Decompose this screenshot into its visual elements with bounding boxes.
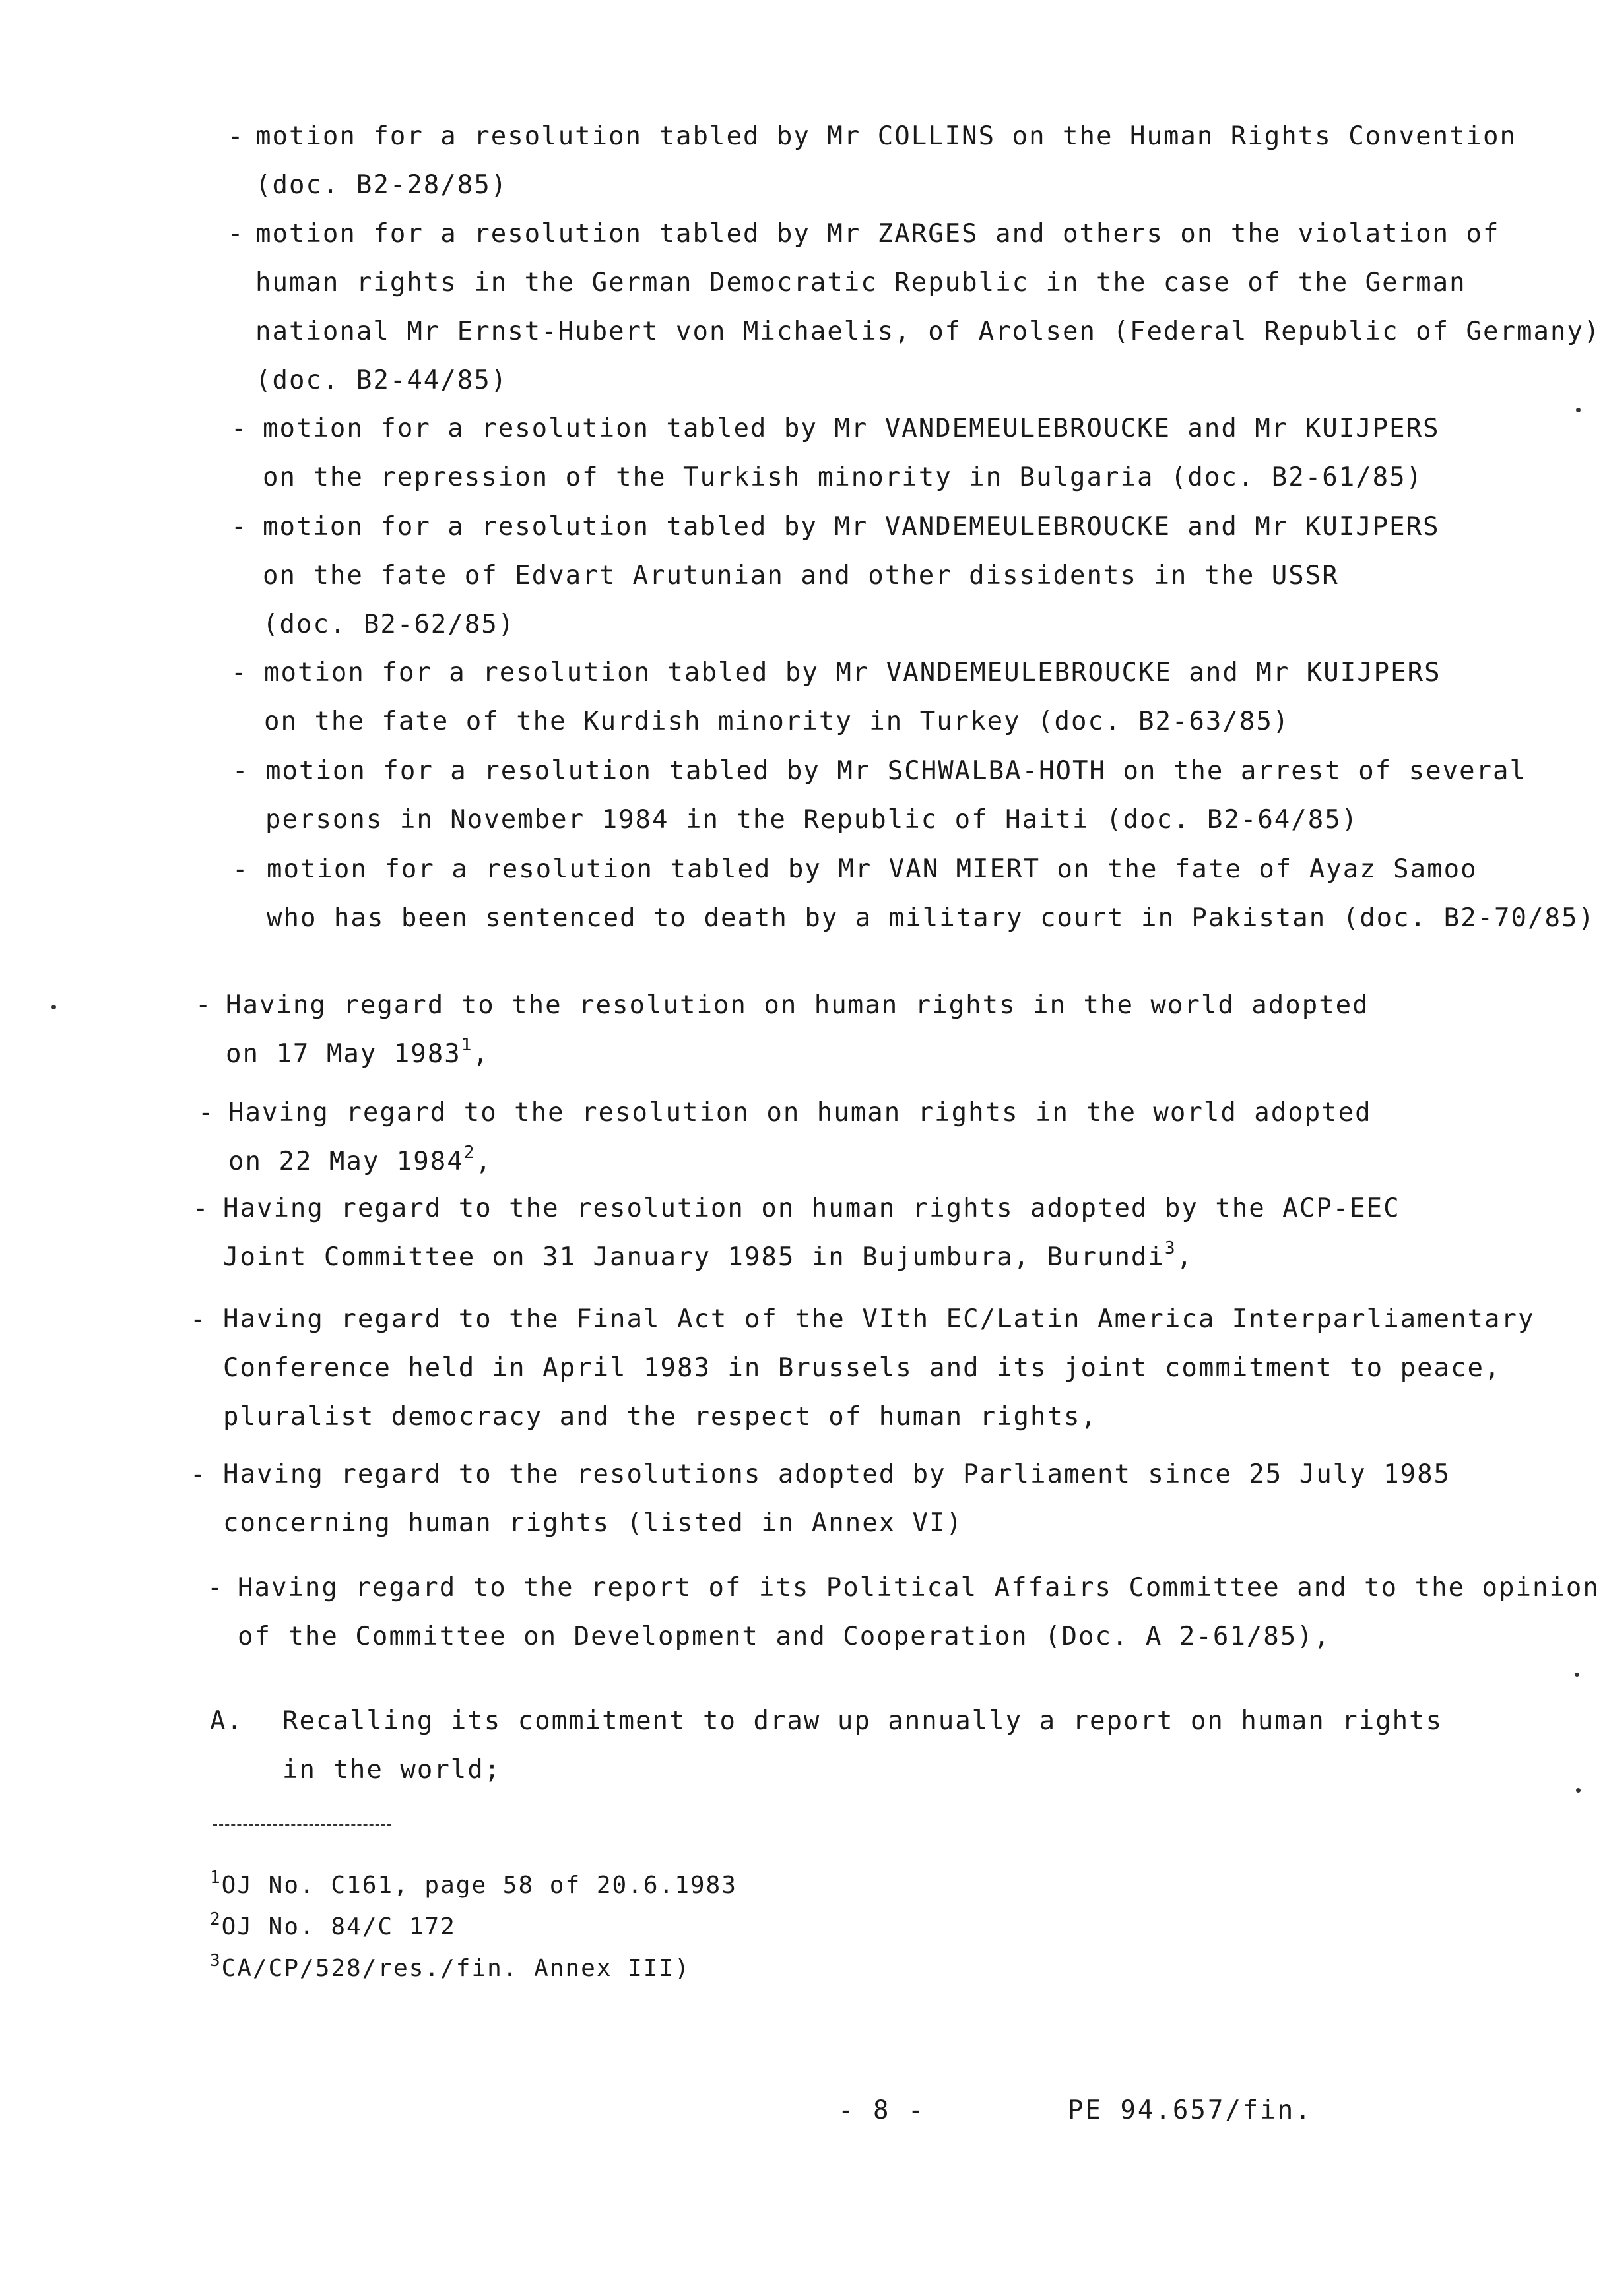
footnote-separator xyxy=(213,1824,391,1826)
footnote xyxy=(210,1950,690,1987)
motion-item xyxy=(231,649,1441,746)
bullet-dash: - xyxy=(198,1098,215,1128)
motion-item xyxy=(232,845,1595,943)
bullet-dash: - xyxy=(190,1459,207,1489)
regard-text: Having regard to the resolutions adopted by Parliament since 25 July 1985 concerning human rights (listed in Annex VI) xyxy=(223,1459,1451,1538)
motion-item xyxy=(231,503,1440,649)
motion-text: motion for a resolution tabled by Mr VAN MIERT on the fate of Ayaz Samoo who has been sentenced to death by a military court in Pakistan (doc. B2-70/85) xyxy=(267,854,1595,933)
bullet-dash: - xyxy=(232,756,249,786)
motion-item xyxy=(231,404,1440,502)
bullet-dash: - xyxy=(231,414,248,443)
recital-label: A. xyxy=(210,1706,244,1736)
scan-speck xyxy=(1576,408,1581,412)
recital-a xyxy=(210,1697,1443,1795)
bullet-dash: - xyxy=(228,219,245,249)
regard-item xyxy=(198,1089,1372,1186)
footnote-text: OJ No. 84/C 172 xyxy=(221,1913,456,1940)
regard-text: Having regard to the report of its Political Affairs Committee and to the opinion of the Committee on Development and Cooperation (Doc. A 2-61/85), xyxy=(238,1573,1600,1651)
regard-item xyxy=(207,1564,1600,1661)
scan-speck xyxy=(1575,1673,1579,1677)
footnote-number: 3 xyxy=(210,1951,222,1971)
bullet-dash: - xyxy=(193,1194,210,1223)
footnote-ref: 3 xyxy=(1164,1238,1177,1258)
motion-item xyxy=(228,210,1600,405)
regard-punct: , xyxy=(1176,1242,1194,1272)
motion-text: motion for a resolution tabled by Mr ZARGES and others on the violation of human rights in the German Democratic Republic in the case of the German national Mr Ernst-Hubert von Michaelis, of Arolsen (Federal Republic of Germany) (doc. B2-44/85) xyxy=(255,219,1601,395)
bullet-dash: - xyxy=(195,990,213,1020)
regard-punct: , xyxy=(473,1039,490,1069)
footnote xyxy=(210,1867,737,1904)
document-reference: PE 94.657/fin. xyxy=(1068,2095,1313,2125)
footnote-text: OJ No. C161, page 58 of 20.6.1983 xyxy=(221,1872,737,1899)
bullet-dash: - xyxy=(207,1573,224,1603)
regard-text: Having regard to the resolution on human rights in the world adopted on 17 May 1983 xyxy=(226,990,1369,1069)
regard-text: Having regard to the resolution on human rights adopted by the ACP-EEC Joint Committee on 31 January 1985 in Bujumbura, Burundi xyxy=(223,1194,1400,1272)
motion-text: motion for a resolution tabled by Mr VANDEMEULEBROUCKE and Mr KUIJPERS on the fate of Edvart Arutunian and other dissidents in the USSR (doc. B2-62/85) xyxy=(263,512,1440,639)
regard-item xyxy=(195,981,1369,1079)
motion-item xyxy=(232,747,1526,845)
motion-text: motion for a resolution tabled by Mr VANDEMEULEBROUCKE and Mr KUIJPERS on the fate of the Kurdish minority in Turkey (doc. B2-63/85) xyxy=(264,658,1441,736)
footnote-number: 1 xyxy=(210,1868,222,1888)
regard-text: Having regard to the resolution on human rights in the world adopted on 22 May 1984 xyxy=(228,1098,1372,1176)
motion-text: motion for a resolution tabled by Mr COLLINS on the Human Rights Convention (doc. B2-28/85) xyxy=(255,121,1517,200)
regard-item xyxy=(193,1184,1400,1282)
footnote xyxy=(210,1909,456,1946)
regard-text: Having regard to the Final Act of the VIth EC/Latin America Interparliamentary Conference held in April 1983 in Brussels and its joint commitment to peace, pluralist democracy and the respect of human rights, xyxy=(223,1304,1535,1432)
bullet-dash: - xyxy=(231,512,248,542)
bullet-dash: - xyxy=(231,658,248,687)
recital-text: Recalling its commitment to draw up annually a report on human rights in the world; xyxy=(282,1706,1443,1785)
scan-speck xyxy=(51,1005,56,1009)
page-number: - 8 - xyxy=(838,2095,926,2125)
motion-text: motion for a resolution tabled by Mr SCHWALBA-HOTH on the arrest of several persons in November 1984 in the Republic of Haiti (doc. B2-64/85) xyxy=(265,756,1526,835)
bullet-dash: - xyxy=(232,854,249,884)
footnote-ref: 1 xyxy=(461,1035,473,1055)
scan-speck xyxy=(1576,1788,1581,1793)
bullet-dash: - xyxy=(190,1304,207,1334)
footnote-number: 2 xyxy=(210,1909,222,1929)
regard-item xyxy=(190,1295,1534,1442)
regard-punct: , xyxy=(475,1147,492,1176)
motion-text: motion for a resolution tabled by Mr VANDEMEULEBROUCKE and Mr KUIJPERS on the repression of the Turkish minority in Bulgaria (doc. B2-61/85) xyxy=(263,414,1440,492)
regard-item xyxy=(190,1450,1451,1548)
footnote-text: CA/CP/528/res./fin. Annex III) xyxy=(221,1955,690,1982)
bullet-dash: - xyxy=(228,121,245,151)
footnote-ref: 2 xyxy=(463,1143,476,1163)
motion-item xyxy=(228,112,1517,210)
